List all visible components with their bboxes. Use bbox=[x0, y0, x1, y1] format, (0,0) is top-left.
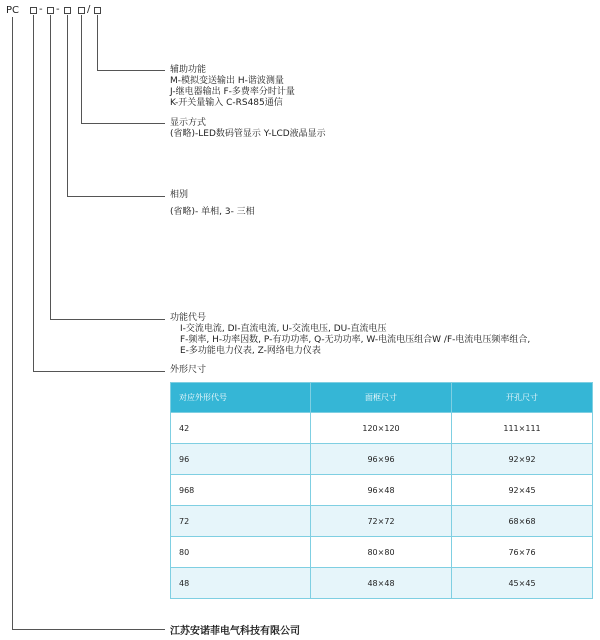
leader-company-v bbox=[12, 17, 13, 629]
leader-aux-v bbox=[97, 15, 98, 70]
phase-title: 相别 bbox=[170, 190, 189, 200]
cell-panel-size: 48×48 bbox=[311, 568, 452, 599]
header-panel-size: 面框尺寸 bbox=[311, 383, 452, 413]
leader-aux-h bbox=[97, 70, 165, 71]
cell-shape-code: 42 bbox=[171, 413, 311, 444]
table-row bbox=[171, 537, 593, 568]
cell-panel-size: 120×120 bbox=[311, 413, 452, 444]
leader-phase-h bbox=[67, 196, 165, 197]
table-row bbox=[171, 444, 593, 475]
leader-func-v bbox=[50, 15, 51, 319]
cell-cutout-size: 68×68 bbox=[452, 506, 593, 537]
code-box-shape bbox=[47, 7, 54, 14]
leader-dims-v bbox=[33, 15, 34, 371]
display-line-1: (省略)-LED数码管显示 Y-LCD液晶显示 bbox=[170, 129, 326, 139]
company-name: 江苏安诺菲电气科技有限公司 bbox=[170, 626, 300, 637]
code-box-display bbox=[78, 7, 85, 14]
cell-shape-code: 80 bbox=[171, 537, 311, 568]
leader-phase-v bbox=[67, 15, 68, 196]
table-header-row bbox=[171, 383, 593, 413]
cell-panel-size: 80×80 bbox=[311, 537, 452, 568]
leader-func-h bbox=[50, 319, 165, 320]
leader-company-h bbox=[12, 629, 165, 630]
dimension-table bbox=[170, 382, 593, 599]
func-line-3: E-多功能电力仪表, Z-网络电力仪表 bbox=[180, 346, 321, 356]
code-box-aux bbox=[94, 7, 101, 14]
aux-line-2: J-继电器输出 F-多费率分时计量 bbox=[170, 87, 295, 97]
dims-title: 外形尺寸 bbox=[170, 365, 207, 375]
aux-title: 辅助功能 bbox=[170, 65, 207, 75]
table-row bbox=[171, 475, 593, 506]
cell-panel-size: 96×48 bbox=[311, 475, 452, 506]
cell-shape-code: 48 bbox=[171, 568, 311, 599]
table-row bbox=[171, 413, 593, 444]
code-dash-1: - bbox=[39, 4, 43, 15]
code-dash-2: - bbox=[56, 4, 60, 15]
cell-cutout-size: 92×92 bbox=[452, 444, 593, 475]
display-title: 显示方式 bbox=[170, 118, 207, 128]
header-cutout-size: 开孔尺寸 bbox=[452, 383, 593, 413]
func-line-1: I-交流电流, DI-直流电流, U-交流电压, DU-直流电压 bbox=[180, 324, 387, 334]
leader-display-v bbox=[81, 15, 82, 123]
table-row bbox=[171, 568, 593, 599]
cell-panel-size: 72×72 bbox=[311, 506, 452, 537]
cell-shape-code: 96 bbox=[171, 444, 311, 475]
cell-panel-size: 96×96 bbox=[311, 444, 452, 475]
code-box-phase bbox=[64, 7, 71, 14]
cell-shape-code: 968 bbox=[171, 475, 311, 506]
cell-cutout-size: 45×45 bbox=[452, 568, 593, 599]
leader-display-h bbox=[81, 123, 165, 124]
table-row bbox=[171, 506, 593, 537]
phase-line-1: (省略)- 单相, 3- 三相 bbox=[170, 207, 255, 217]
func-title: 功能代号 bbox=[170, 313, 207, 323]
aux-line-3: K-开关量输入 C-RS485通信 bbox=[170, 98, 283, 108]
code-box-function bbox=[30, 7, 37, 14]
aux-line-1: M-模拟变送输出 H-谐波测量 bbox=[170, 76, 284, 86]
cell-shape-code: 72 bbox=[171, 506, 311, 537]
header-shape-code: 对应外形代号 bbox=[171, 383, 311, 413]
cell-cutout-size: 92×45 bbox=[452, 475, 593, 506]
code-slash: / bbox=[87, 4, 91, 15]
model-prefix: PC bbox=[6, 5, 20, 16]
func-line-2: F-频率, H-功率因数, P-有功功率, Q-无功功率, W-电流电压组合W /F-电流电压频率组合, bbox=[180, 335, 531, 345]
leader-dims-h bbox=[33, 371, 165, 372]
cell-cutout-size: 111×111 bbox=[452, 413, 593, 444]
cell-cutout-size: 76×76 bbox=[452, 537, 593, 568]
